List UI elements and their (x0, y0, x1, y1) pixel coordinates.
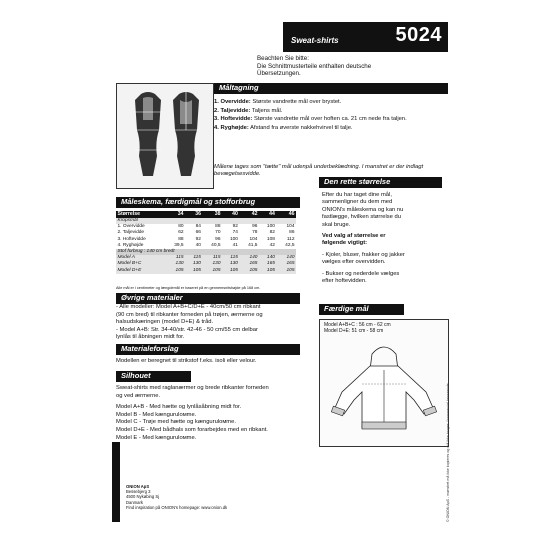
storrelse-heading: Den rette størrelse (319, 177, 442, 188)
table-row: 2. Taljevidde 62 66 70 74 78 82 86 (117, 230, 295, 236)
silhouet-heading: Silhouet (116, 371, 191, 382)
materialeforslag-text: Modellen er beregnet til strikstof f.eks. isoli eller velour. (116, 358, 257, 364)
body-measurement-figure (116, 83, 214, 189)
footer-bar (112, 442, 120, 522)
pattern-subtitle: Sweat-shirts (291, 36, 339, 45)
materials-line: halsudskæringen (model D+E) & tråd. (116, 319, 214, 326)
measure-item: 3. Hoftevidde: Største vandrette mål over hoften ca. 21 cm nede fra taljen. (214, 116, 407, 123)
note-line: Beachten Sie bitte: (257, 55, 309, 62)
maleskema-heading: Måleskema, færdigmål og stofforbrug (116, 197, 300, 208)
table-row: 1. Overvidde 80 84 88 92 96 100 104 (117, 224, 295, 230)
materials-list (116, 304, 300, 342)
materials-line: - Alle modeller: Model A+B+C/D+E - 40cm/50 cm ribkant (116, 304, 261, 310)
size-table (116, 211, 296, 274)
note-line: Die Schnittmusterteile enthalten deutsche (257, 62, 372, 70)
size-guidance: Efter du har taget dine mål, sammenligner du dem med ONION's måleskema og kan nu fastlægge, hvilken størrelse du skal bruge. Ved valg af størrelse er følgende vigtigt: - Kjoler, bluser, frakker og jakker vælges efter overvidden. - Bukser og nederdele vælges efter hoftevidden. (322, 192, 405, 285)
table-row: Model A 115 115 115 115 140 140 140 (117, 255, 295, 261)
pattern-number: 5024 (395, 24, 442, 46)
language-note (257, 55, 447, 78)
company-info: ONION ApS Bessebjerg 3 4500 Nykøbing Sj Danmark Find inspiration på ONION's homepage: www.onion.dk (126, 484, 228, 510)
measure-item: 2. Taljevidde: Taljens mål. (214, 107, 283, 114)
faerdige-heading: Færdige mål (319, 304, 404, 315)
materialer-heading: Øvrige materialer (116, 293, 300, 304)
table-row: Model B+C 130 130 130 130 165 165 165 (117, 261, 295, 267)
finished-garment-figure (319, 319, 449, 447)
measure-item: 4. Ryghøjde: Afstand fra øverste nakkehvirvel til talje. (214, 124, 353, 131)
finished-dimensions: Model A+B+C : 56 cm - 62 cm Model D+E: 51 cm - 58 cm (324, 322, 391, 335)
title-bar (283, 22, 448, 52)
table-row: 3. Hoftevidde 88 92 96 100 104 108 112 (117, 236, 295, 242)
materials-line: lynlås til åbningen midt for. (116, 334, 185, 341)
table-row: Model D+E 105 105 105 105 105 105 105 (117, 267, 295, 273)
table-row: 4. Ryghøjde 39,5 40 40,5 41 41,5 42 42,5 (117, 242, 295, 248)
maltagning-heading: Måltagning (214, 83, 448, 94)
measurement-note: Målene tages som "tætte" mål udenpå underbeklædning. I manstret er der indlagt bevægelsesvidde. (214, 164, 424, 177)
note-line: Übersetzungen. (257, 70, 301, 78)
materials-line: (90 cm bred) til ribkanter forneden på trøjen, ærmerne og (116, 311, 263, 318)
measure-item: 1. Overvidde: Største vandrette mål over brystet. (214, 99, 342, 105)
measurement-instructions (214, 98, 448, 132)
table-header-row: Størrelse 34 36 38 40 42 44 46 (117, 211, 295, 218)
pattern-sheet (112, 22, 448, 530)
sweatshirt-icon (328, 340, 440, 440)
table-footnote: Alle mål er i centimeter og længdemål er baseret på en gennemsnitshøjde på 168 cm. (116, 286, 261, 290)
silhouet-text: Sweat-shirts med raglanærmer og brede ribkanter forneden og ved ærmerne. Model A+B - Med hætte og lynlåsåbning midt for. Model B - Med kænguruloмme. Model C - Trøje med hætte og kænguruloмme. Model D+E - Med bådhals som forarbejdes med en ribkant. Model E - Med kænguruloмme. (116, 385, 269, 441)
materials-line: - Model A+B: Str. 34-40/str. 42-46 - 50 cm/55 cm delbar (116, 326, 258, 333)
back-body-icon (169, 90, 203, 180)
front-body-icon (131, 90, 165, 180)
materialeforslag-heading: Materialeforslag (116, 344, 300, 355)
table-section-row: Stof forbrug : 140 cm bredt (116, 249, 296, 255)
table-section-row: Kropsmål (116, 218, 296, 224)
copyright-notice: © ONION ApS - mønstret må ikke kopieres og må ikke bruges i kommerciel henseende. (446, 382, 450, 522)
